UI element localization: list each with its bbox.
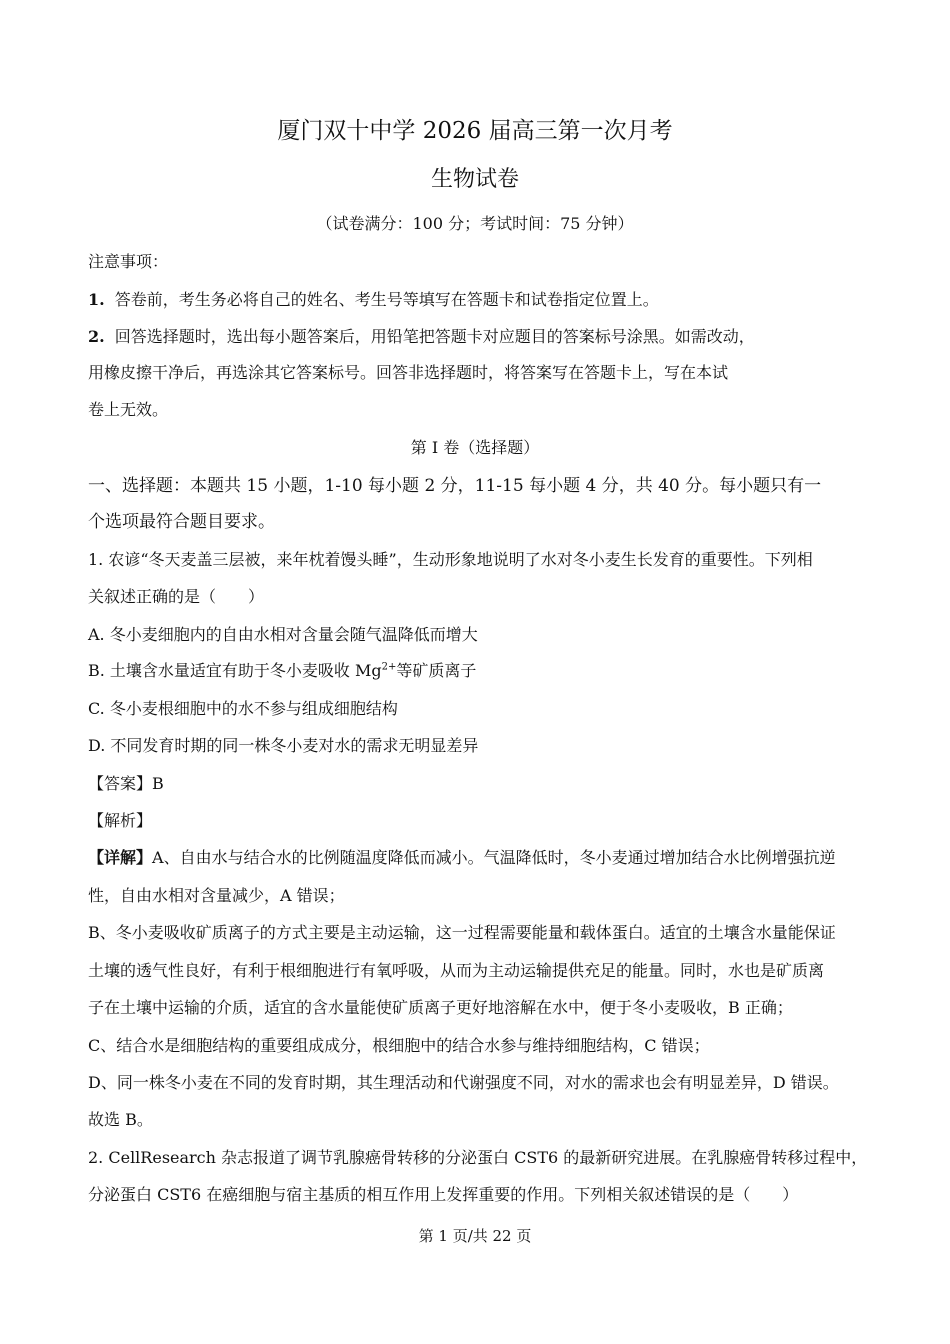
q1-detail-line-5: 子在土壤中运输的介质，适宜的含水量能使矿质离子更好地溶解在水中，便于冬小麦吸收，B 正确；	[88, 998, 793, 1017]
q1-detail-line-2: 性，自由水相对含量减少，A 错误；	[88, 886, 345, 905]
note-2-line-1	[88, 327, 874, 347]
q1-option-b-text: B. 土壤含水量适宜有助于冬小麦吸收 Mg	[88, 661, 382, 680]
note-2-text-1: 回答选择题时，选出每小题答案后，用铅笔把答题卡对应题目的答案标号涂黑。如需改动，	[114, 327, 755, 346]
q1-detail-line-4: 土壤的透气性良好，有利于根细胞进行有氧呼吸，从而为主动运输提供充足的能量。同时，水也是矿质离	[88, 961, 825, 980]
exam-info: （试卷满分：100 分；考试时间：75 分钟）	[316, 214, 634, 233]
notes-heading: 注意事项：	[88, 252, 169, 271]
q1-stem-line-1: 1. 农谚“冬天麦盖三层被，来年枕着馒头睡”，生动形象地说明了水对冬小麦生长发育的重要性。下列相	[88, 550, 813, 569]
section-heading: 第 I 卷（选择题）	[410, 438, 540, 457]
q1-option-a: A. 冬小麦细胞内的自由水相对含量会随气温降低而增大	[88, 625, 478, 644]
answer-tag: 【答案】	[88, 774, 153, 793]
exam-title: 厦门双十中学 2026 届高三第一次月考	[277, 118, 673, 144]
note-1-number: 1.	[88, 290, 105, 309]
detail-tag: 【详解】	[88, 848, 153, 867]
q1-detail-line-1	[88, 848, 874, 868]
detail-text-1: A、自由水与结合水的比例随温度降低而减小。气温降低时，冬小麦通过增加结合水比例增强抗逆	[152, 848, 836, 867]
section-intro-line-1: 一、选择题：本题共 15 小题，1-10 每小题 2 分，11-15 每小题 4 分，共 40 分。每小题只有一	[88, 476, 822, 496]
q2-stem-line-2: 分泌蛋白 CST6 在癌细胞与宿主基质的相互作用上发挥重要的作用。下列相关叙述错误的是（ ）	[88, 1185, 799, 1204]
q1-detail-line-6: C、结合水是细胞结构的重要组成成分，根细胞中的结合水参与维持细胞结构，C 错误；	[88, 1036, 710, 1055]
q1-option-c: C. 冬小麦根细胞中的水不参与组成细胞结构	[88, 699, 398, 718]
section-intro-line-2: 个选项最符合题目要求。	[88, 512, 275, 532]
q1-option-b-superscript: 2+	[381, 661, 397, 673]
note-1-text: 答卷前，考生务必将自己的姓名、考生号等填写在答题卡和试卷指定位置上。	[114, 290, 659, 309]
q1-option-d: D. 不同发育时期的同一株冬小麦对水的需求无明显差异	[88, 736, 479, 755]
note-2-line-3: 卷上无效。	[88, 400, 169, 419]
q2-stem-line-1: 2. CellResearch 杂志报道了调节乳腺癌骨转移的分泌蛋白 CST6 的最新研究进展。在乳腺癌骨转移过程中，	[88, 1148, 868, 1167]
q1-answer	[88, 774, 874, 794]
q1-analysis-tag: 【解析】	[88, 811, 153, 830]
exam-subtitle: 生物试卷	[430, 167, 519, 192]
note-2-number: 2.	[88, 327, 105, 346]
q1-stem-line-2: 关叙述正确的是（ ）	[88, 587, 265, 606]
q1-detail-line-3: B、冬小麦吸收矿质离子的方式主要是主动运输，这一过程需要能量和载体蛋白。适宜的土壤含水量能保证	[88, 923, 836, 942]
page-footer: 第 1 页/共 22 页	[418, 1227, 532, 1245]
q1-conclusion: 故选 B。	[88, 1110, 153, 1129]
q1-option-b	[88, 661, 874, 681]
answer-value: B	[152, 774, 164, 793]
q1-detail-line-7: D、同一株冬小麦在不同的发育时期，其生理活动和代谢强度不同，对水的需求也会有明显差异，D 错误。	[88, 1073, 839, 1092]
note-1	[88, 290, 874, 310]
q1-option-b-suffix: 等矿质离子	[396, 661, 477, 680]
note-2-line-2: 用橡皮擦干净后，再选涂其它答案标号。回答非选择题时，将答案写在答题卡上，写在本试	[88, 363, 729, 382]
